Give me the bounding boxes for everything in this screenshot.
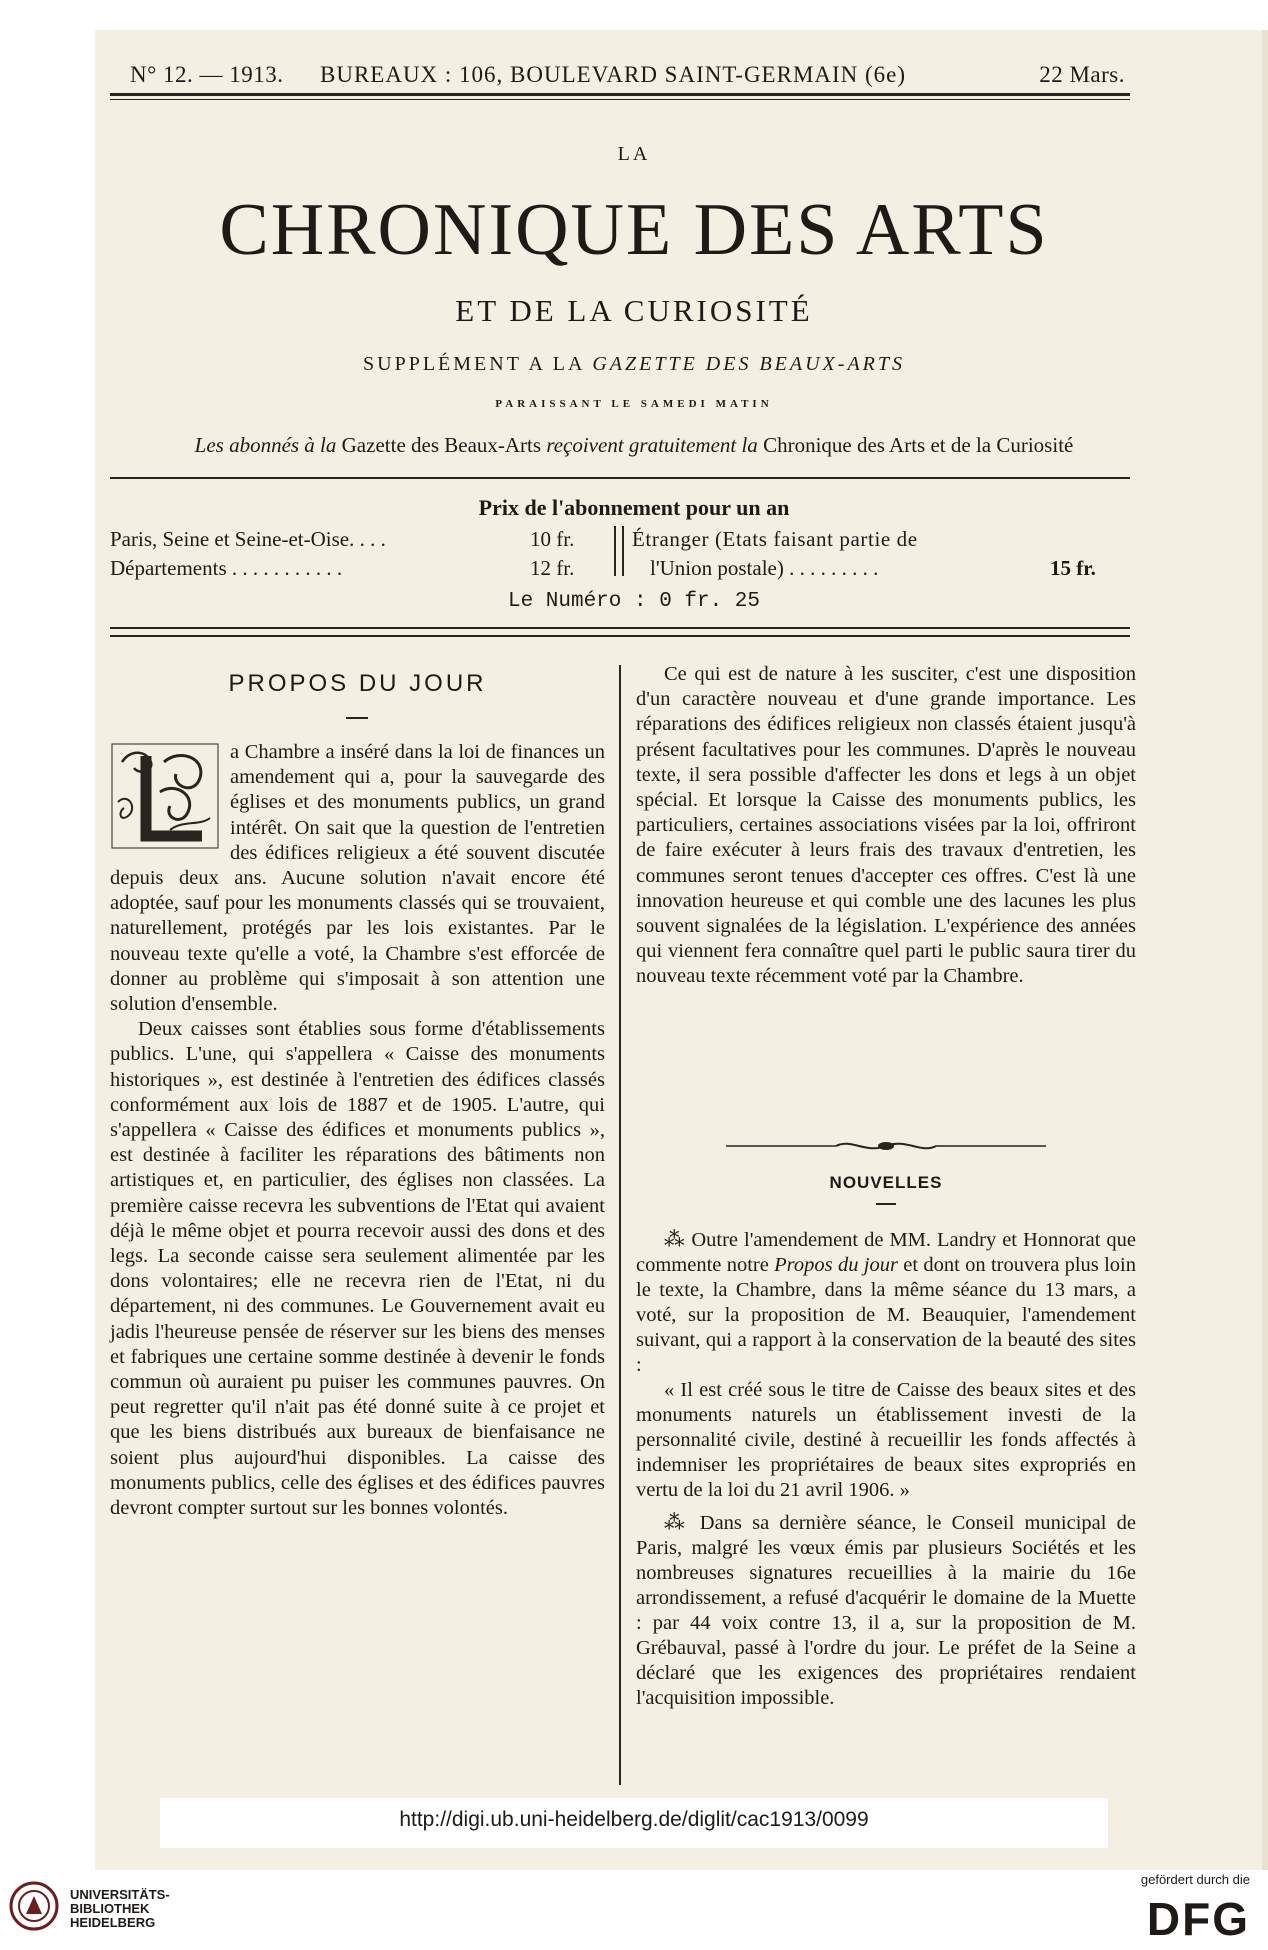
- abonnes-part-3: reçoivent gratuitement la: [546, 433, 758, 457]
- prix-title: Prix de l'abonnement pour un an: [478, 495, 790, 520]
- nouvelle-1-quote: « Il est créé sous le titre de Caisse des beaux sites et des monuments naturels un établissement investi de la personnalité civile, destiné à recueillir les fonds affectés à indemniser les propriétaires de beaux sites expropriés en vertu de la loi du 21 avril 1906. »: [636, 1379, 1136, 1501]
- university-library-label: [70, 1888, 170, 1930]
- prix-paris: Paris, Seine et Seine-et-Oise. . . .: [110, 527, 386, 551]
- header-rule: [110, 477, 1130, 479]
- abonnes-part-2: Gazette des Beaux-Arts: [341, 433, 542, 457]
- prix-rule-1: [110, 627, 1130, 629]
- prix-etranger-price: 15 fr.: [1050, 556, 1096, 580]
- propos-dash: [346, 717, 368, 719]
- abonnes-line: [0, 433, 1268, 458]
- abonnes-part-1: Les abonnés à la: [194, 433, 337, 457]
- dropcap-l-icon: [110, 742, 220, 850]
- prix-rule-2: [110, 635, 1130, 637]
- dfg-funding-note: gefördert durch die: [1140, 1872, 1250, 1887]
- issue-number: N° 12. — 1913.: [130, 62, 284, 87]
- nouvelles-list: [636, 1228, 1136, 1711]
- prix-numero: Le Numéro : 0 fr. 25: [507, 590, 761, 613]
- bureaux-address: BUREAUX : 106, BOULEVARD SAINT-GERMAIN (6e): [320, 62, 907, 87]
- university-seal-icon: [8, 1880, 60, 1932]
- masthead-rule-thin: [110, 99, 1130, 100]
- supplement-line: [0, 353, 1268, 376]
- uni-line-2: BIBLIOTHEK: [70, 1901, 150, 1916]
- propos-paragraph-3: Ce qui est de nature à les susciter, c'est une disposition d'un caractère nouveau et d'une grande importance. Les réparations des édifices religieux non classés étaient jusqu'à présent facultatives pour les communes. D'après le nouveau texte, il sera possible d'affecter les dons et legs à un objet spécial. Et lorsque la Caisse des monuments publics, les particuliers, certaines associations visées par la loi, offriront de faire exécuter à leurs frais des travaux d'entretien, les communes seront tenues d'accepter ces offres. C'est là une innovation heureuse et qui comble une des lacunes les plus souvent signalées de la législation. L'expérience des années qui viennent fera connaître quel parti le public saura tirer du nouveau texte récemment voté par la Chambre.: [636, 663, 1136, 988]
- nouvelle-1-propos-ref: Propos du jour: [774, 1254, 898, 1276]
- issue-date: 22 Mars.: [1039, 62, 1125, 87]
- propos-column-right: [636, 662, 1136, 990]
- parution-line: PARAISSANT LE SAMEDI MATIN: [495, 398, 773, 410]
- abonnes-part-4: Chronique des Arts et de la Curiosité: [763, 433, 1074, 457]
- dfg-logo: DFG: [1146, 1893, 1250, 1945]
- nouvelle-1-text-b: et dont on trouvera plus loin le texte, la Chambre, dans la même séance du 13 mars, a voté, sur la proposition de M. Beauquier, l'amendement suivant, qui a rapport à la conservation de la beauté des sites :: [636, 1254, 1136, 1376]
- nouvelle-1: [636, 1228, 1136, 1378]
- footer: [0, 1870, 1268, 1950]
- nouvelle-1-text-a: ⁂ Outre l'amendement de MM. Landry et Honnorat que commente notre: [636, 1229, 1136, 1276]
- supplement-prefix: SUPPLÉMENT A LA: [363, 353, 585, 375]
- propos-paragraph-1-text: a Chambre a inséré dans la loi de finances un amendement qui a, pour la sauvegarde des églises et des monuments publics, un grand intérêt. On sait que la question de l'entretien des édifices religieux a été souvent discutée depuis deux ans. Aucune solution n'avait encore été adoptée, sauf pour les monuments classés qui se trouvaient, naturellement, protégés par les lois existantes. Par le nouveau texte qu'elle a voté, la Chambre s'est efforcée de donner au problème qui s'imposait à son attention une solution d'ensemble.: [110, 741, 605, 1016]
- prix-paris-price: 10 fr.: [530, 527, 575, 551]
- supplement-gazette: GAZETTE DES BEAUX-ARTS: [592, 353, 905, 375]
- nouvelle-2: ⁂ Dans sa dernière séance, le Conseil municipal de Paris, malgré les vœux émis par plusieurs Sociétés et les nombreuses signatures recueillies à la mairie du 16e arrondissement, a refusé d'acquérir le domaine de la Muette : par 44 voix contre 13, il a, sur la proposition de M. Grébauval, passé à l'ordre du jour. Le préfet de la Seine a déclaré que les exigences des propriétaires rendaient l'acquisition impossible.: [636, 1512, 1136, 1709]
- propos-paragraph-1: [110, 740, 605, 1017]
- ornament-divider-icon: [726, 1136, 1046, 1156]
- prix-departements-price: 12 fr.: [530, 556, 575, 580]
- propos-paragraph-2: Deux caisses sont établies sous forme d'établissements publics. L'une, qui s'appellera « Caisse des monuments historiques », est destinée à l'entretien des édifices classés conformément aux lois de 1887 et de 1905. L'autre, qui s'appellera « Caisse des édifices et monuments publics », est destinée à faciliter les réparations des bâtiments non artistiques et, en particulier, des églises non classées. La première caisse recevra les subventions de l'Etat qui avaient déjà le même objet et pourra recevoir aussi des dons et des legs. La seconde caisse sera seulement alimentée par les dons volontaires; elle ne recevra rien de l'Etat, ni du département, ni des communes. Le Gouvernement avait eu jadis l'heureuse pensée de réserver sur les biens des menses et fabriques une certaine somme destinée à devenir le fonds commun où auraient pu puiser les communes pauvres. On peut regretter qu'il n'ait pas été donné suite à ce projet et que les biens distribués aux bureaux de bienfaisance ne soient plus aujourd'hui disponibles. La caisse des monuments publics, celle des églises et des édifices pauvres devront compter surtout sur les bonnes volontés.: [110, 1018, 605, 1520]
- title-la: LA: [617, 143, 651, 165]
- propos-heading: PROPOS DU JOUR: [228, 670, 487, 697]
- propos-column-left: [110, 740, 605, 1521]
- journal-title: CHRONIQUE DES ARTS: [219, 189, 1049, 271]
- journal-subtitle: ET DE LA CURIOSITÉ: [455, 293, 813, 328]
- prix-separator: [614, 526, 624, 576]
- masthead-rule: [110, 93, 1130, 96]
- prix-departements: Départements . . . . . . . . . . .: [110, 556, 343, 580]
- uni-line-3: HEIDELBERG: [70, 1915, 156, 1930]
- uni-line-1: UNIVERSITÄTS-: [70, 1887, 170, 1902]
- prix-etranger-2: l'Union postale) . . . . . . . . .: [650, 556, 879, 580]
- prix-etranger-1: Étranger (Etats faisant partie de: [632, 527, 918, 551]
- column-divider: [619, 665, 621, 1785]
- source-url[interactable]: http://digi.ub.uni-heidelberg.de/diglit/cac1913/0099: [399, 1808, 869, 1831]
- nouvelles-dash: [876, 1203, 896, 1205]
- nouvelles-heading: NOUVELLES: [829, 1173, 943, 1192]
